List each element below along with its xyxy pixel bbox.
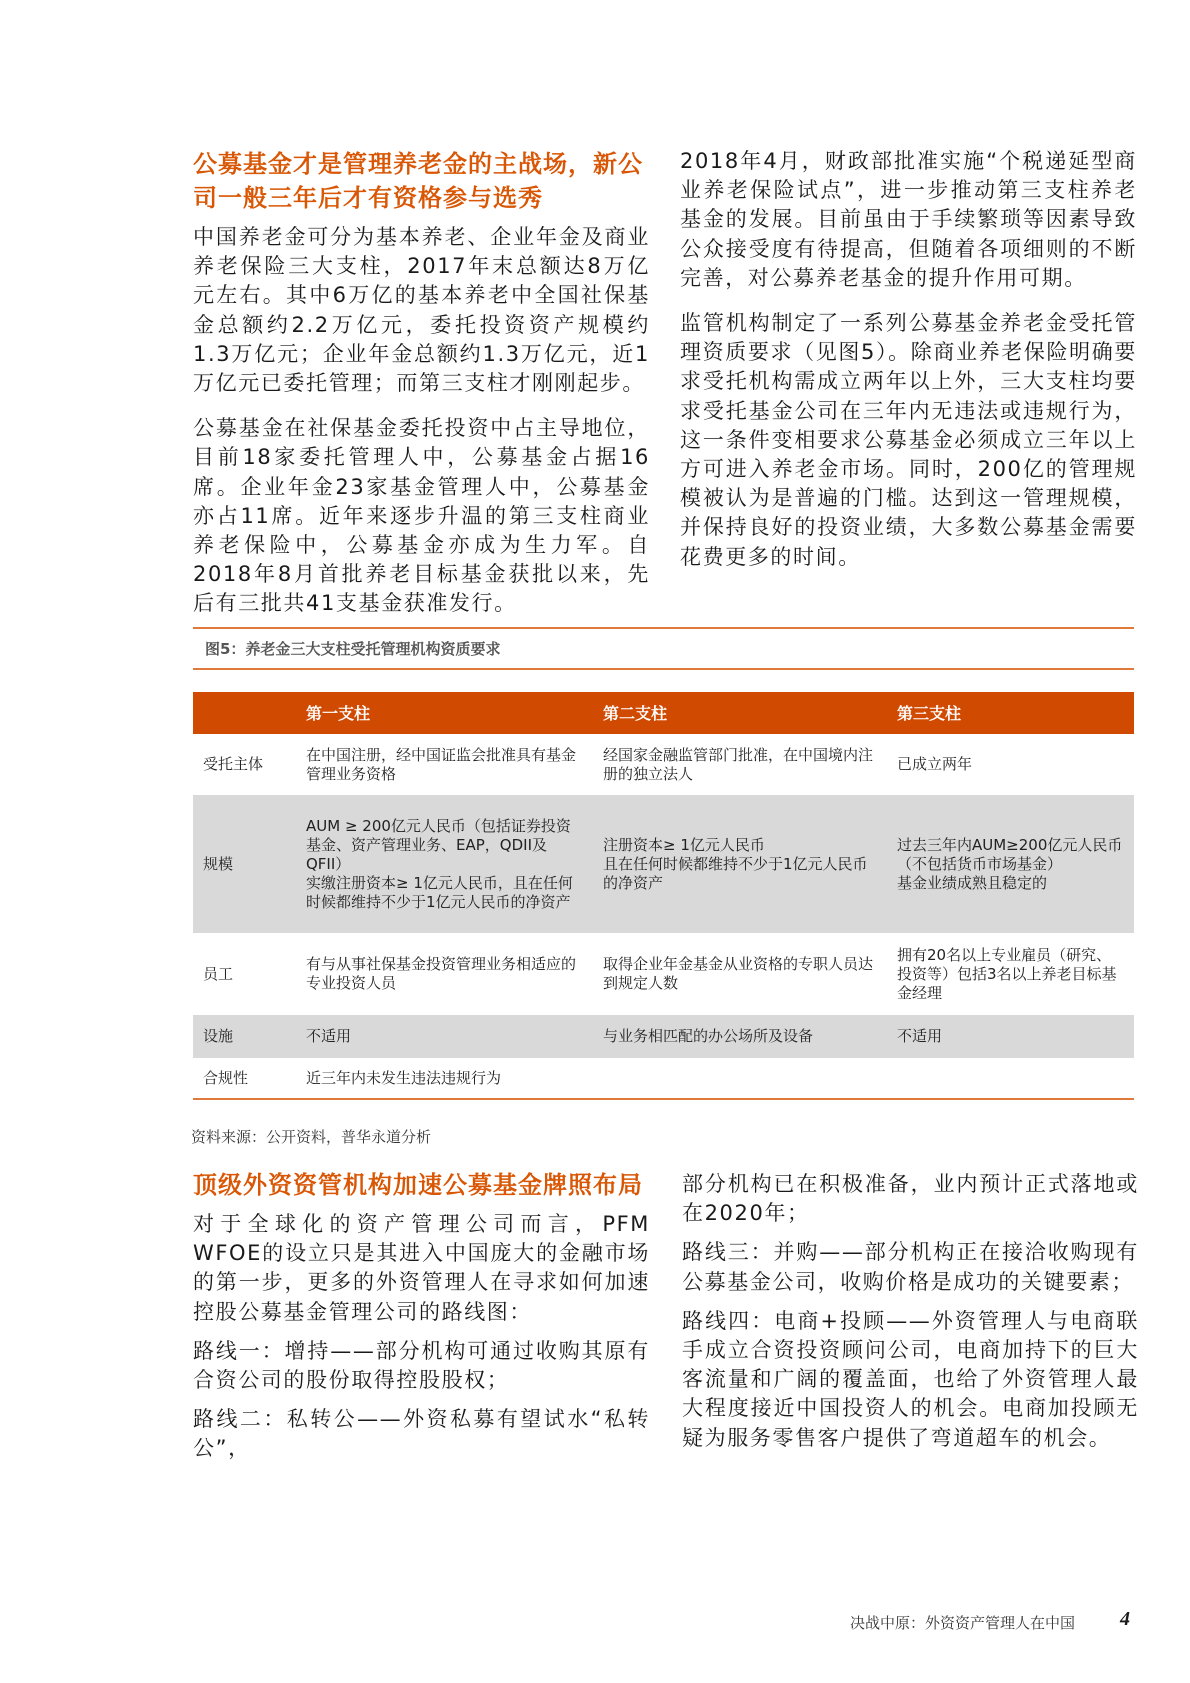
table-cell: 在中国注册，经中国证监会批准具有基金管理业务资格 [306, 745, 577, 783]
footer-title: 决战中原：外资资产管理人在中国 [850, 1614, 1076, 1632]
table-cell: 过去三年内AUM≥200亿元人民币（不包括货币市场基金） 基金业绩成熟且稳定的 [887, 795, 1134, 933]
table-row [193, 795, 1134, 933]
row-label: 设施 [193, 1015, 296, 1058]
table-cell: 近三年内未发生违法违规行为 [306, 1068, 502, 1087]
figure-source: 资料来源：公开资料，普华永道分析 [191, 1128, 432, 1146]
figure-caption-rule [193, 668, 1134, 670]
table-cell: 拥有20名以上专业雇员（研究、投资等）包括3名以上养老目标基金经理 [897, 945, 1117, 1002]
paragraph: 路线二：私转公——外资私募有望试水“私转公”， [193, 1407, 650, 1461]
page-number: 4 [1120, 1608, 1130, 1630]
figure-top-rule [193, 627, 1134, 629]
section1-heading: 公募基金才是管理养老金的主战场，新公司一般三年后才有资格参与选秀 [193, 150, 643, 212]
paragraph: 监管机构制定了一系列公募基金养老金受托管理资质要求（见图5）。除商业养老保险明确要求受托机构需成立两年以上外，三大支柱均要求受托基金公司在三年内无违法或违规行为，这一条件变相要求公募基金必须成立三年以上方可进入养老金市场。同时，200亿的管理规模被认为是普遍的门槛。达到这一管理规模，并保持良好的投资业绩，大多数公募基金需要花费更多的时间。 [680, 311, 1137, 569]
table-header: 第一支柱 [296, 692, 593, 734]
paragraph: 对于全球化的资产管理公司而言，PFM WFOE的设立只是其进入中国庞大的金融市场的第一步，更多的外资管理人在寻求如何加速控股公募基金管理公司的路线图： [193, 1212, 650, 1324]
paragraph: 2018年4月，财政部批准实施“个税递延型商业养老保险试点”，进一步推动第三支柱养老基金的发展。目前虽由于手续繁琐等因素导致公众接受度有待提高，但随着各项细则的不断完善，对公募养老基金的提升作用可期。 [680, 149, 1137, 290]
table-header: 第三支柱 [887, 692, 1134, 734]
paragraph: 公募基金在社保基金委托投资中占主导地位，目前18家委托管理人中，公募基金占据16席。企业年金23家基金管理人中，公募基金亦占11席。近年来逐步升温的第三支柱商业养老保险中，公募基金亦成为生力军。自2018年8月首批养老目标基金获批以来，先后有三批共41支基金获准发行。 [193, 416, 650, 616]
table-cell: 取得企业年金基金从业资格的专职人员达到规定人数 [603, 955, 874, 992]
table-row [193, 1015, 1134, 1058]
section2-left-column [193, 1168, 650, 1480]
paragraph: 路线三：并购——部分机构正在接洽收购现有公募基金公司，收购价格是成功的关键要素； [682, 1240, 1139, 1294]
table-row [193, 734, 1134, 795]
table-cell: 已成立两年 [897, 755, 973, 773]
section1-left-column [193, 147, 650, 635]
paragraph: 中国养老金可分为基本养老、企业年金及商业养老保险三大支柱，2017年末总额达8万亿元左右。其中6万亿的基本养老中全国社保基金总额约2.2万亿元，委托投资资产规模约1.3万亿元；企业年金总额约1.3万亿元，近1万亿元已委托管理；而第三支柱才刚刚起步。 [193, 225, 650, 396]
table-row [193, 1058, 1134, 1099]
paragraph: 部分机构已在积极准备，业内预计正式落地或在2020年； [682, 1172, 1139, 1226]
row-label: 合规性 [203, 1068, 249, 1087]
figure-caption: 图5：养老金三大支柱受托管理机构资质要求 [205, 640, 501, 658]
row-label: 规模 [193, 795, 296, 933]
table-header [193, 692, 296, 734]
table-cell: 不适用 [296, 1015, 593, 1058]
table-row [193, 933, 1134, 1015]
section2-heading: 顶级外资资管机构加速公募基金牌照布局 [193, 1171, 643, 1199]
paragraph: 路线四：电商+投顾——外资管理人与电商联手成立合资投资顾问公司，电商加持下的巨大客流量和广阔的覆盖面，也给了外资管理人最大程度接近中国投资人的机会。电商加投顾无疑为服务零售客户提供了弯道超车的机会。 [682, 1308, 1139, 1450]
table-cell: AUM ≥ 200亿元人民币（包括证券投资基金、资产管理业务、EAP，QDII及QFII） 实缴注册资本≥ 1亿元人民币，且在任何时候都维持不少于1亿元人民币的净资产 [296, 795, 593, 933]
paragraph: 路线一：增持——部分机构可通过收购其原有合资公司的股份取得控股股权； [193, 1338, 650, 1393]
requirements-table [193, 692, 1134, 1100]
table-cell: 有与从事社保基金投资管理业务相适应的专业投资人员 [306, 955, 577, 992]
table-cell: 经国家金融监管部门批准，在中国境内注册的独立法人 [603, 745, 874, 783]
row-label: 受托主体 [203, 755, 264, 773]
table-header: 第二支柱 [593, 692, 887, 734]
section1-right-column [680, 147, 1137, 588]
table-cell: 注册资本≥ 1亿元人民币 且在任何时候都维持不少于1亿元人民币的净资产 [593, 795, 887, 933]
table-header-row [193, 692, 1134, 734]
row-label: 员工 [203, 964, 234, 983]
table-cell: 与业务相匹配的办公场所及设备 [593, 1015, 887, 1058]
section2-right-column [682, 1170, 1139, 1469]
table-cell: 不适用 [887, 1015, 1134, 1058]
